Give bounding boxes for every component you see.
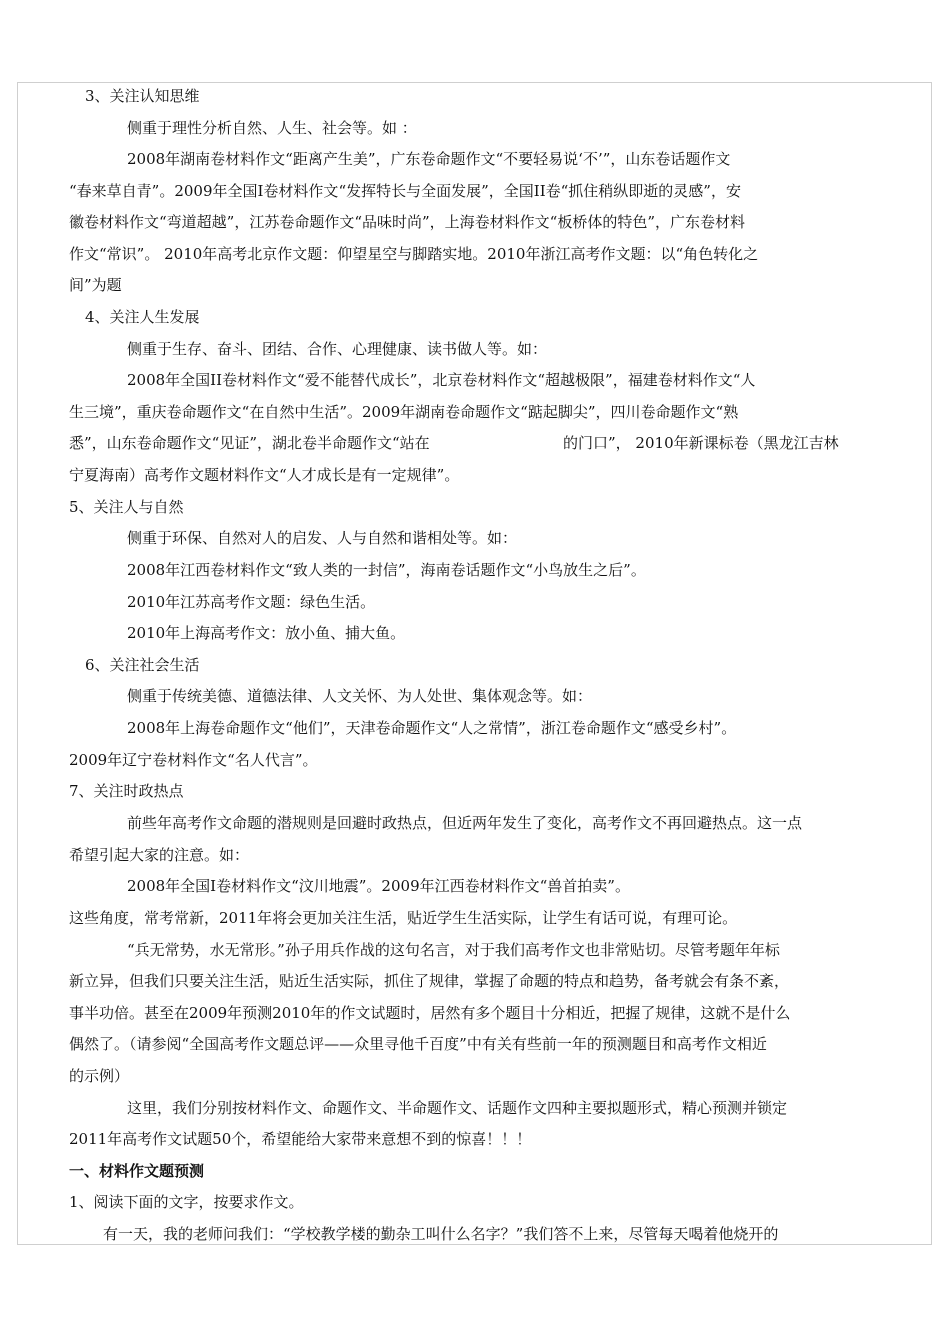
text-line: 5、关注人与自然 xyxy=(69,498,184,516)
text-line: 侧重于理性分析自然、人生、社会等。如 ： xyxy=(127,119,417,137)
text-line: 宁夏海南）高考作文题材料作文“人才成长是有一定规律”。 xyxy=(69,466,460,484)
text-line: 生三境”，重庆卷命题作文“在自然中生活”。2009年湖南卷命题作文“踮起脚尖”，四川卷命题作文“熟 xyxy=(69,403,739,421)
text-line: 6、关注社会生活 xyxy=(85,656,200,674)
text-line: 前些年高考作文命题的潜规则是回避时政热点，但近两年发生了变化，高考作文不再回避热点。这一点 xyxy=(127,814,803,832)
text-line: 7、关注时政热点 xyxy=(69,782,184,800)
text-line: 作文“常识”。 2010年高考北京作文题：仰望星空与脚踏实地。2010年浙江高考作文题：以“角色转化之 xyxy=(69,245,759,263)
text-line: 侧重于环保、自然对人的启发、人与自然和谐相处等。如： xyxy=(127,529,518,547)
text-line: 间”为题 xyxy=(69,276,122,294)
text-line: “春来草自青”。2009年全国Ⅰ卷材料作文“发挥特长与全面发展”，全国II卷“抓住稍纵即逝的灵感”，安 xyxy=(69,182,741,200)
text-line: 2008年江西卷材料作文“致人类的一封信”，海南卷话题作文“小鸟放生之后”。 xyxy=(127,561,646,579)
text-line: 1、阅读下面的文字，按要求作文。 xyxy=(69,1193,304,1211)
text-line: 新立异，但我们只要关注生活，贴近生活实际，抓住了规律，掌握了命题的特点和趋势，备考就会有条不紊， xyxy=(69,972,790,990)
text-line: 2011年高考作文试题50个，希望能给大家带来意想不到的惊喜！！！ xyxy=(69,1130,532,1148)
text-line: 侧重于生存、奋斗、团结、合作、心理健康、读书做人等。如： xyxy=(127,340,548,358)
text-line: 悉”，山东卷命题作文“见证”，湖北卷半命题作文“站在 xyxy=(69,434,430,452)
section-heading: 一、材料作文题预测 xyxy=(69,1162,205,1180)
text-line: 这里，我们分别按材料作文、命题作文、半命题作文、话题作文四种主要拟题形式，精心预测并锁定 xyxy=(127,1099,788,1117)
text-line: 偶然了。（请参阅“全国高考作文题总评——众里寻他千百度”中有关有些前一年的预测题目和高考作文相近 xyxy=(69,1035,767,1053)
text-line: 的示例） xyxy=(69,1067,130,1085)
text-line: 希望引起大家的注意。如： xyxy=(69,846,250,864)
text-line: 2008年湖南卷材料作文“距离产生美”，广东卷命题作文“不要轻易说‘不’”，山东卷话题作文 xyxy=(127,150,731,168)
text-line: 2008年全国II卷材料作文“爱不能替代成长”，北京卷材料作文“超越极限”，福建卷材料作文“人 xyxy=(127,371,756,389)
text-line: “兵无常势，水无常形。”孙子用兵作战的这句名言，对于我们高考作文也非常贴切。尽管考题年年标 xyxy=(127,941,780,959)
text-line: 徽卷材料作文“弯道超越”，江苏卷命题作文“品味时尚”，上海卷材料作文“板桥体的特色”，广东卷材料 xyxy=(69,213,746,231)
text-line: 的门口”， 2010年新课标卷（黑龙江吉林 xyxy=(563,434,839,452)
text-line: 这些角度，常考常新，2011年将会更加关注生活，贴近学生生活实际，让学生有话可说，有理可论。 xyxy=(69,909,738,927)
text-line: 事半功倍。甚至在2009年预测2010年的作文试题时，居然有多个题目十分相近，把握了规律，这就不是什么 xyxy=(69,1004,791,1022)
text-line: 2008年上海卷命题作文“他们”，天津卷命题作文“人之常情”，浙江卷命题作文“感受乡村”。 xyxy=(127,719,737,737)
text-line: 2008年全国Ⅰ卷材料作文“汶川地震”。2009年江西卷材料作文“兽首拍卖”。 xyxy=(127,877,630,895)
text-line: 3、关注认知思维 xyxy=(85,87,200,105)
text-line: 有一天，我的老师问我们：“学校教学楼的勤杂工叫什么名字？”我们答不上来，尽管每天喝着他烧开的 xyxy=(103,1225,779,1243)
text-line: 侧重于传统美德、道德法律、人文关怀、为人处世、集体观念等。如： xyxy=(127,687,593,705)
text-line: 2010年江苏高考作文题：绿色生活。 xyxy=(127,593,376,611)
text-line: 4、关注人生发展 xyxy=(85,308,200,326)
text-line: 2010年上海高考作文：放小鱼、捕大鱼。 xyxy=(127,624,406,642)
text-line: 2009年辽宁卷材料作文“名人代言”。 xyxy=(69,751,318,769)
